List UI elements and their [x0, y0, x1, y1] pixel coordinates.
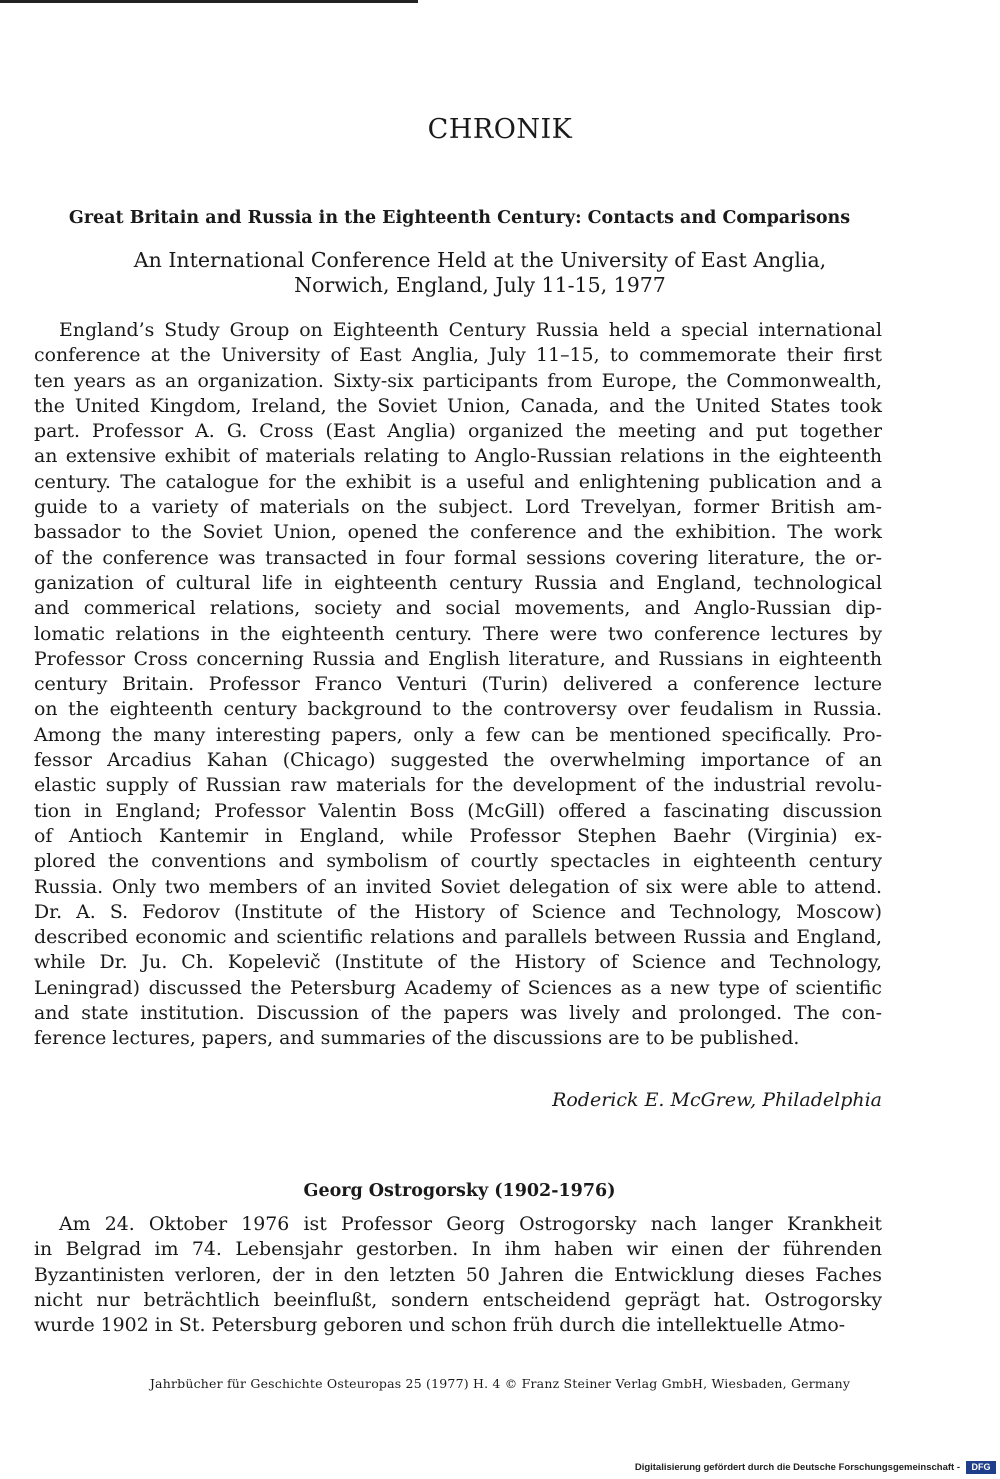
- text-line: century Britain. Professor Franco Venturi (Turin) delivered a conference lecture: [34, 673, 882, 696]
- text-line: Dr. A. S. Fedorov (Institute of the History of Science and Technology, Moscow): [34, 900, 882, 923]
- text-line: nicht nur beträchtlich beeinflußt, sondern entscheidend geprägt hat. Ostrogorsky: [34, 1288, 882, 1311]
- text-line: conference at the University of East Anglia, July 11–15, to commemorate their first: [34, 344, 882, 367]
- article-signature: Roderick E. McGrew, Philadelphia: [552, 1089, 882, 1111]
- page-top-rule: [0, 0, 418, 3]
- text-line: tion in England; Professor Valentin Boss (McGill) offered a fascinating discussion: [34, 799, 882, 822]
- text-line: ganization of cultural life in eighteenth century Russia and England, technological: [34, 571, 882, 594]
- text-line: lomatic relations in the eighteenth century. There were two conference lectures by: [34, 622, 882, 645]
- article-title: Great Britain and Russia in the Eighteenth Century: Contacts and Comparisons: [68, 208, 851, 228]
- text-line: Among the many interesting papers, only a few can be mentioned specifically. Pro-: [34, 723, 882, 746]
- subtitle-line: Norwich, England, July 11-15, 1977: [294, 273, 666, 297]
- obituary-body: [34, 1212, 882, 1338]
- text-line: while Dr. Ju. Ch. Kopelevič (Institute of the History of Science and Technology,: [34, 951, 882, 974]
- text-line: Russia. Only two members of an invited Soviet delegation of six were able to attend.: [34, 875, 882, 898]
- dfg-logo: DFG: [966, 1461, 996, 1474]
- article-subtitle: [60, 248, 900, 298]
- journal-footer: Jahrbücher für Geschichte Osteuropas 25 (1977) H. 4 © Franz Steiner Verlag GmbH, Wiesbaden, Germany: [149, 1376, 851, 1391]
- text-line: and commerical relations, society and social movements, and Anglo-Russian dip-: [34, 597, 882, 620]
- text-line: wurde 1902 in St. Petersburg geboren und schon früh durch die intellektuelle Atmo-: [34, 1314, 846, 1337]
- text-line: part. Professor A. G. Cross (East Anglia) organized the meeting and put together: [34, 420, 882, 443]
- text-line: Am 24. Oktober 1976 ist Professor Georg Ostrogorsky nach langer Krankheit: [59, 1213, 882, 1235]
- text-line: described economic and scientific relations and parallels between Russia and England,: [34, 926, 882, 949]
- page-heading: CHRONIK: [427, 114, 573, 145]
- subtitle-line: An International Conference Held at the University of East Anglia,: [133, 248, 827, 272]
- article-body: [34, 318, 882, 1052]
- text-line: on the eighteenth century background to the controversy over feudalism in Russia.: [34, 698, 882, 721]
- text-line: elastic supply of Russian raw materials for the development of the industrial revolu-: [34, 774, 882, 797]
- text-line: England’s Study Group on Eighteenth Century Russia held a special international: [59, 319, 882, 341]
- text-line: Professor Cross concerning Russia and English literature, and Russians in eighteenth: [34, 647, 882, 670]
- text-line: century. The catalogue for the exhibit is a useful and enlightening publication and a: [34, 470, 882, 493]
- text-line: of Antioch Kantemir in England, while Professor Stephen Baehr (Virginia) ex-: [34, 824, 882, 847]
- obituary-title: Georg Ostrogorsky (1902-1976): [303, 1181, 616, 1201]
- text-line: Leningrad) discussed the Petersburg Academy of Sciences as a new type of scientific: [34, 976, 882, 999]
- text-line: guide to a variety of materials on the subject. Lord Trevelyan, former British am-: [34, 496, 882, 519]
- text-line: plored the conventions and symbolism of courtly spectacles in eighteenth century: [34, 850, 882, 873]
- text-line: the United Kingdom, Ireland, the Soviet Union, Canada, and the United States took: [34, 394, 882, 417]
- text-line: and state institution. Discussion of the papers was lively and prolonged. The con-: [34, 1002, 882, 1025]
- text-line: ference lectures, papers, and summaries of the discussions are to be published.: [34, 1027, 800, 1050]
- text-line: an extensive exhibit of materials relating to Anglo-Russian relations in the eighteenth: [34, 445, 882, 468]
- text-line: fessor Arcadius Kahan (Chicago) suggested the overwhelming importance of an: [34, 749, 882, 772]
- text-line: in Belgrad im 74. Lebensjahr gestorben. In ihm haben wir einen der führenden: [34, 1238, 882, 1261]
- text-line: of the conference was transacted in four formal sessions covering literature, the or-: [34, 546, 882, 569]
- text-line: ten years as an organization. Sixty-six participants from Europe, the Commonwealth,: [34, 369, 882, 392]
- digitization-notice: Digitalisierung gefördert durch die Deutsche Forschungsgemeinschaft -: [634, 1462, 960, 1473]
- text-line: bassador to the Soviet Union, opened the conference and the exhibition. The work: [34, 521, 882, 544]
- text-line: Byzantinisten verloren, der in den letzten 50 Jahren die Entwicklung dieses Faches: [34, 1263, 882, 1286]
